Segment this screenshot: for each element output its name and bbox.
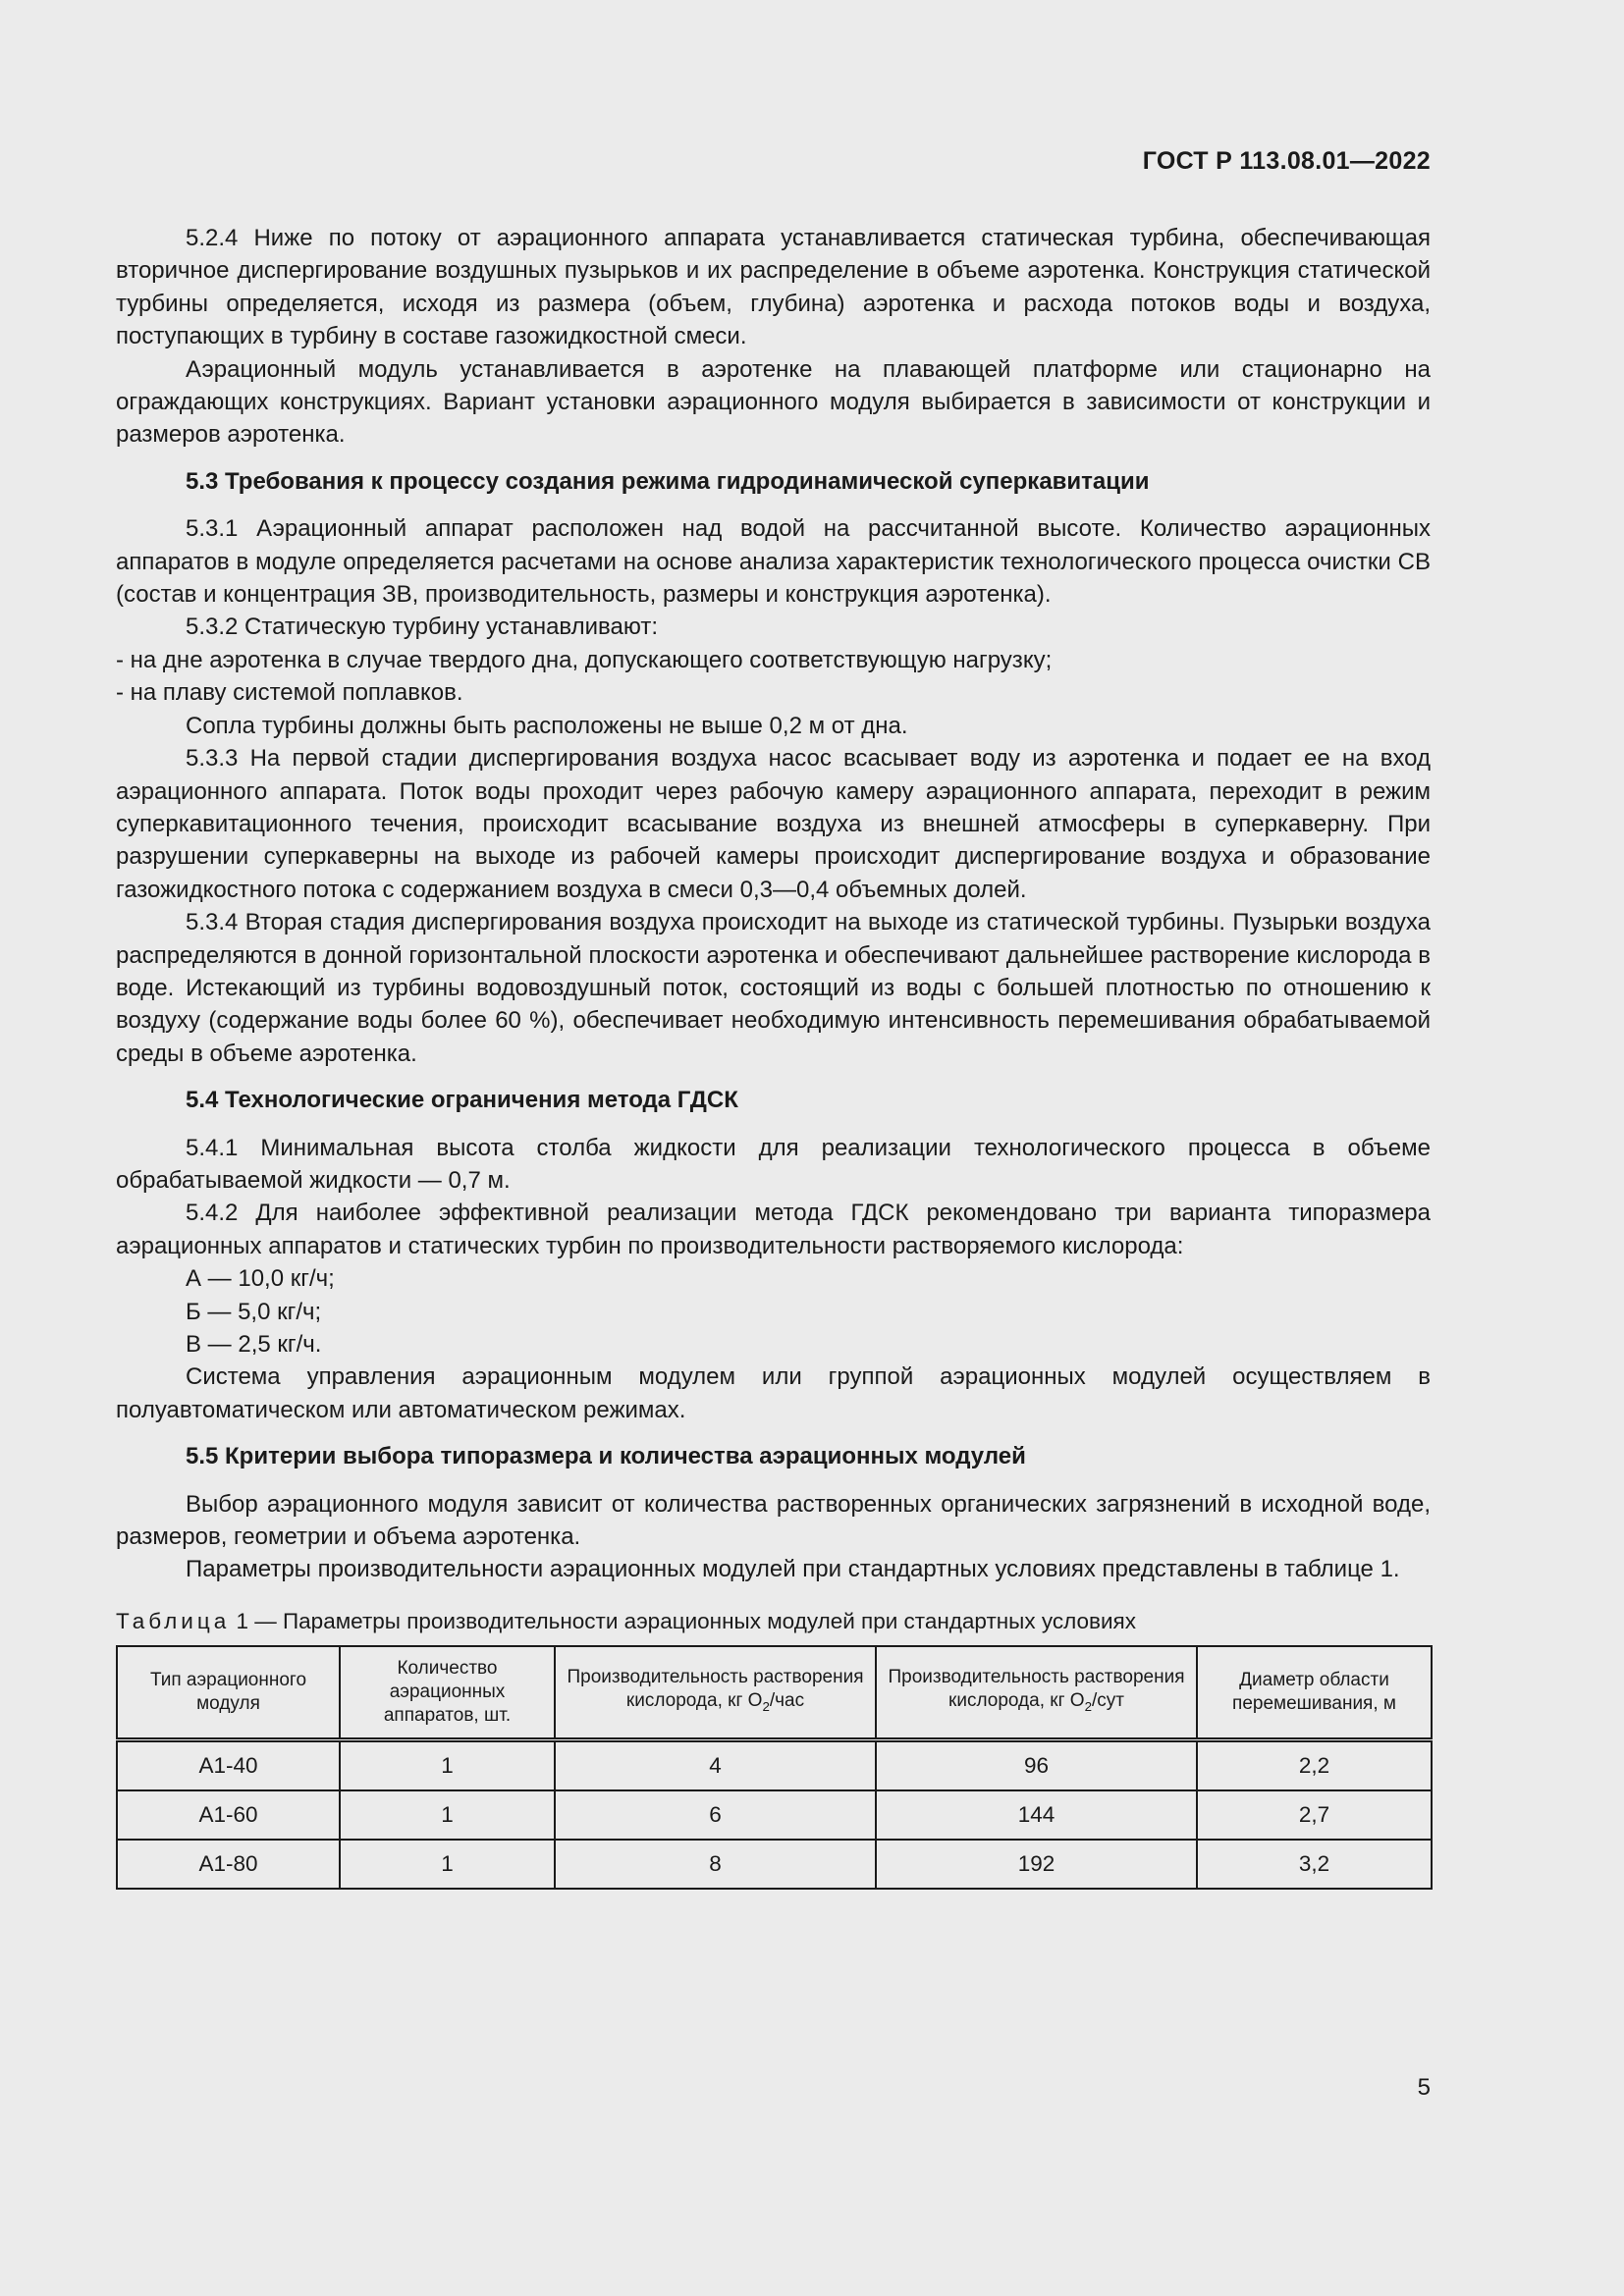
table-caption: [116, 1605, 1431, 1637]
header-module-type: Тип аэрационного модуля: [117, 1646, 340, 1740]
cell-oxygen-per-day: 144: [876, 1790, 1197, 1840]
heading-5-5: 5.5 Критерии выбора типоразмера и количества аэрационных модулей: [186, 1443, 1026, 1470]
table-row: [117, 1740, 1432, 1791]
table-caption-text: 1 — Параметры производительности аэрационных модулей при стандартных условиях: [230, 1608, 1136, 1633]
document-body: [116, 222, 1431, 1890]
cell-apparatus-count: 1: [340, 1790, 555, 1840]
paragraph-5-4-2: 5.4.2 Для наиболее эффективной реализации метода ГДСК рекомендовано три варианта типоразмера аэрационных аппаратов и статических турбин по производительности растворяемого кислорода:: [116, 1200, 1431, 1259]
paragraph-5-3-3: 5.3.3 На первой стадии диспергирования воздуха насос всасывает воду из аэротенка и подает ее на вход аэрационного аппарата. Поток воды проходит через рабочую камеру аэрационного аппарата, переходит в режим суперкавитационного течения, происходит всасывание воздуха из внешней атмосферы в суперкаверну. При разрушении суперкаверны на выходе из рабочей камеры происходит диспергирование воздуха и образование газожидкостного потока с содержанием воздуха в смеси 0,3—0,4 объемных долей.: [116, 745, 1431, 903]
table-row: [117, 1790, 1432, 1840]
standard-code: ГОСТ Р 113.08.01—2022: [1142, 147, 1431, 175]
paragraph-5-2-4: 5.2.4 Ниже по потоку от аэрационного аппарата устанавливается статическая турбина, обеспечивающая вторичное диспергирование воздушных пузырьков и их распределение в объеме аэротенка. Конструкция статической турбины определяется, исходя из размера (объем, глубина) аэротенка и расхода потоков воды и воздуха, поступающих в турбину в составе газожидкостной смеси.: [116, 225, 1431, 350]
paragraph-5-4-1: 5.4.1 Минимальная высота столба жидкости для реализации технологического процесса в объеме обрабатываемой жидкости — 0,7 м.: [116, 1134, 1431, 1194]
cell-oxygen-per-day: 96: [876, 1740, 1197, 1791]
cell-oxygen-per-hour: 8: [555, 1840, 876, 1889]
paragraph-selection: Выбор аэрационного модуля зависит от количества растворенных органических загрязнений в исходной воде, размеров, геометрии и объема аэротенка.: [116, 1490, 1431, 1551]
page-number: 5: [1417, 2074, 1431, 2101]
heading-5-3: 5.3 Требования к процессу создания режима гидродинамической суперкавитации: [186, 467, 1150, 495]
table-header-row: [117, 1646, 1432, 1740]
cell-apparatus-count: 1: [340, 1840, 555, 1889]
cell-oxygen-per-hour: 4: [555, 1740, 876, 1791]
list-item: - на дне аэротенка в случае твердого дна, допускающего соответствующую нагрузку;: [116, 646, 1053, 673]
header-apparatus-count: Количество аэрационных аппаратов, шт.: [340, 1646, 555, 1740]
cell-mixing-diameter: 3,2: [1197, 1840, 1432, 1889]
performance-table: [116, 1645, 1433, 1890]
cell-mixing-diameter: 2,2: [1197, 1740, 1432, 1791]
list-item: Б — 5,0 кг/ч;: [186, 1298, 322, 1325]
paragraph-5-3-4: 5.3.4 Вторая стадия диспергирования воздуха происходит на выходе из статической турбины. Пузырьки воздуха распределяются в донной горизонтальной плоскости аэротенка и обеспечивают дальнейшее растворение кислорода в воде. Истекающий из турбины водовоздушный поток, состоящий из воды с большей плотностью по отношению к воздуху (содержание воды более 60 %), обеспечивает необходимую интенсивность перемешивания обрабатываемой среды в объеме аэротенка.: [116, 909, 1431, 1067]
list-item: А — 10,0 кг/ч;: [186, 1265, 335, 1293]
table-caption-label: Таблица: [116, 1608, 231, 1633]
cell-apparatus-count: 1: [340, 1740, 555, 1791]
cell-module-type: А1-80: [117, 1840, 340, 1889]
heading-5-4: 5.4 Технологические ограничения метода ГДСК: [186, 1087, 738, 1114]
paragraph-5-3-2: 5.3.2 Статическую турбину устанавливают:: [186, 614, 658, 641]
paragraph-5-3-1: 5.3.1 Аэрационный аппарат расположен над водой на рассчитанной высоте. Количество аэрационных аппаратов в модуле определяется расчетами на основе анализа характеристик технологического процесса очистки СВ (состав и концентрация ЗВ, производительность, размеры и конструкция аэротенка).: [116, 515, 1431, 609]
header-mixing-diameter: Диаметр области перемешивания, м: [1197, 1646, 1432, 1740]
list-item: - на плаву системой поплавков.: [116, 679, 463, 707]
paragraph-control-system: Система управления аэрационным модулем или группой аэрационных модулей осуществляем в полуавтоматическом или автоматическом режимах.: [116, 1363, 1431, 1423]
paragraph-nozzles: Сопла турбины должны быть расположены не выше 0,2 м от дна.: [186, 712, 908, 739]
table-row: [117, 1840, 1432, 1889]
paragraph-table-reference: Параметры производительности аэрационных модулей при стандартных условиях представлены в таблице 1.: [186, 1556, 1400, 1583]
cell-oxygen-per-hour: 6: [555, 1790, 876, 1840]
list-item: В — 2,5 кг/ч.: [186, 1331, 322, 1358]
cell-mixing-diameter: 2,7: [1197, 1790, 1432, 1840]
cell-oxygen-per-day: 192: [876, 1840, 1197, 1889]
cell-module-type: А1-40: [117, 1740, 340, 1791]
cell-module-type: А1-60: [117, 1790, 340, 1840]
header-oxygen-per-hour: Производительность растворения кислорода, кг $O_2$/час: [555, 1646, 876, 1740]
header-oxygen-per-day: Производительность растворения кислорода, кг $O_2$/сут: [876, 1646, 1197, 1740]
paragraph-module-installation: Аэрационный модуль устанавливается в аэротенке на плавающей платформе или стационарно на ограждающих конструкциях. Вариант установки аэрационного модуля выбирается в зависимости от конструкции и размеров аэротенка.: [116, 355, 1431, 449]
